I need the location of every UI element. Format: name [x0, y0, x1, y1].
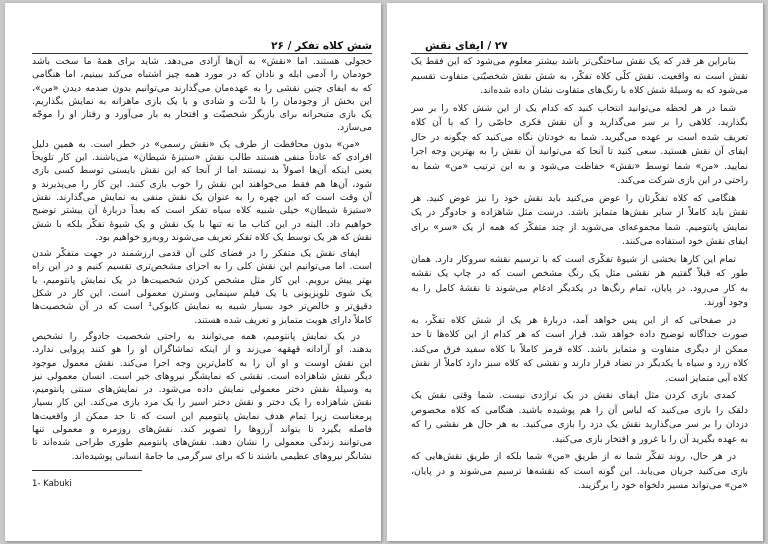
paragraph: [32, 247, 372, 327]
running-header: شش کلاه تفکر / ۲۶: [32, 39, 372, 54]
text-line: خواهیم داد. البته در این کتاب ما نه تنها با یک نقش و یک شیوهٔ تفکّر بلکه با شش: [32, 218, 372, 230]
text-line: خجولی هستند. اما «نقش» به آن‌ها آزادی می‌دهد. شاید برای همهٔ ما سخت باشد: [32, 56, 372, 67]
text-line: نشانگر نیروهای عظیمی باشند تا که برای سرگرمی ما جامهٔ انسانی پوشیده‌اند.: [71, 450, 372, 462]
text-line: افرادی که عادتاً منفی هستند طالب نقش «ستیزهٔ شیطان» می‌باشند. این کار تلویحاً: [32, 152, 372, 164]
paragraph: [32, 55, 372, 135]
text-line: که به ایفای چنین نقشی را به عهده‌مان می‌گذارند می‌توانیم بدون صدمه دیدن «من»،: [32, 82, 372, 94]
page-body-text: [411, 55, 748, 494]
text-line: می‌توانند زندگی معمولی را نشان دهند. نقش‌های پانتومیم طوری طراحی شده‌اند تا: [32, 437, 372, 449]
text-line: نمایید. «من» شما توسط «نقش» حفاظت می‌شود و به این ترتیب «من» شما به: [411, 160, 748, 172]
text-line: به عهده بگیرید آن را با غرور و افتخار بازی می‌کنید.: [551, 433, 748, 445]
text-line: طور که قبلاً گفتیم هر نقشی مثل یک رنگ مشخص است که در چاپ یک نقشه: [411, 268, 748, 279]
text-line: نمایش پانتومیم. شما مجموعه‌ای می‌شوید از چند متفکّر که همه از یک «سر» برای: [411, 221, 748, 233]
text-line: آن وقت است که این چهره را به عنوان یک نقش منفی به نمایش می‌گذارند. نقش: [32, 191, 372, 203]
text-line: صورت جداگانه توضیح داده خواهد شد. قرار است که هر کدام از این کلاه‌ها تا حد: [411, 329, 748, 340]
page-body-text: [32, 55, 372, 463]
text-line: بازی می‌کنید جریان می‌یابد. این گونه است که نقشه‌ها ترسیم می‌شوند و در پایان،: [411, 465, 748, 477]
text-line: به کار می‌رود. در پایان، تمام رنگ‌ها در یکدیگر ادغام می‌شوند تا نقشهٔ کامل را به: [411, 282, 748, 294]
text-line: تمام این کارها بخشی از شیوهٔ تفکّری است که با ترسیم نقشه سروکار دارد. همان: [411, 253, 736, 265]
text-line: وجود آورند.: [703, 297, 748, 308]
paragraph: [411, 55, 748, 99]
text-line: «من» بدون محافظت از طرف یک «نقش رسمی» در خطر است. به همین دلیل: [32, 138, 360, 150]
running-header: ۲۷ / ایفای نقش: [411, 39, 748, 54]
footnote: 1- Kabuki: [32, 479, 72, 489]
text-line: دلقک را بازی می‌کنید که لباس آن را هم پوشیده باشید. هنگامی که کلاه مخصوص: [411, 404, 748, 416]
paragraph: [411, 314, 748, 387]
text-line: به وسیلهٔ نقش دختر معمولی نمایش داده می‌شود. در نمایش‌های سنتی پانتومیم،: [32, 384, 372, 396]
text-line: کلاه آبی متمایز است.: [665, 372, 748, 384]
text-line: خودمان را آدمی ابله و نادان که در مورد همه چیز اشتباه می‌کند ببینیم، اما هنگامی: [32, 69, 372, 81]
text-line: ایفای نقش خود استفاده می‌کنند.: [622, 236, 748, 247]
text-line: دیگر نقش شاهزاده است. نقشی که نمایشگر نیروهای خیر است. انسان معمولی نیز: [32, 370, 372, 382]
paragraph: [411, 253, 748, 311]
paragraph: [32, 138, 372, 244]
footnote-rule: [32, 470, 142, 471]
text-line: است. اما می‌توانیم این نقش کلی را به اجزای مشخص‌تری تقسیم کنیم و در این راه: [32, 261, 372, 273]
text-line: بگذارید. کلاهی را بر سر می‌گذارید و آن نقش فکری خاصّی را که با آن کلاه: [411, 117, 748, 128]
text-line: پرمعناست زیرا تمام هدف نمایش پانتومیم این است که تا حد ممکن از واقعیت‌ها: [32, 410, 372, 422]
text-line: در هر حال، روند تفکّر شما نه از طریق «من» شما بلکه از طریق نقش‌هایی که: [411, 451, 736, 462]
paragraph: [32, 330, 372, 463]
page-right: [387, 3, 763, 541]
text-line: نقش شاهزاده را یک دختر و نقش دختر اسیر را یک مرد بازی می‌کند. این کار بسیار: [32, 397, 372, 409]
text-line: نقش باید کاملاً از سایر نقش‌ها متمایز باشد. درست مثل شاهزاده و جادوگر در یک: [411, 207, 748, 218]
text-line: یک بازی متبحرانه برای بازیگر شخصیّت و افتخار به بار می‌آورد و رفتار او را موجّه: [32, 109, 372, 121]
text-line: ایفای نقش یک متفکر را در فضای کلی آن قدمی ارزشمند در جهت متفکّر شدن: [32, 248, 360, 260]
text-line: هنگامی که کلاه تفکّرتان را عوض می‌کنید باید نقش خود را نیز عوض کنید. هر: [411, 192, 736, 204]
text-line: کلاه زرد و سیاه با یکدیگر در تضاد قرار دارند و نقشی که کلاه سبز دارد کاملاً از نقش: [411, 358, 748, 369]
text-line: نقش که هر یک توسط یک کلاه تفکر تعریف می‌شوند روبه‌رو خواهیم بود.: [95, 231, 372, 243]
text-line: «ستیزهٔ شیطان» خیلی شبیه کلاه سیاه تفکر است که بعداً دربارهٔ آن بیشتر توضیح: [32, 205, 372, 217]
text-line: می‌شود که به وسیلهٔ شش کلاه با رنگ‌های متفاوت نشان داده شده‌اند.: [480, 85, 748, 96]
text-line: بنابراین هر قدر که یک نقش ساختگی‌تر باشد بیشتر معلوم می‌شود که این فقط یک: [411, 56, 736, 67]
text-line: فاصله بگیرد تا بتواند آرزوها را تصویر کند. نقش‌های روزمره و معمولی تنها: [32, 424, 372, 436]
text-line: می‌سازد.: [337, 122, 372, 134]
paragraph: [411, 450, 748, 494]
text-line: ایفای آن نقش هستید. سعی کنید تا آنجا که می‌توانید آن نقش را به بهترین وجه اجرا: [411, 146, 748, 157]
text-line: یک شوی تلویزیونی یا یک فیلم سینمایی وسترن معمولی است. این کار در شکل: [32, 288, 372, 300]
text-line: کمدی بازی کردن مثل ایفای نقش در یک تراژدی نیست. شما وقتی نقش یک: [411, 390, 736, 401]
text-line: نقش است نه واقعیت. نقش کلّی کلاه تفکّر، به شش نقش شخصیّتی متفاوت تقسیم: [411, 70, 748, 82]
paragraph: [411, 389, 748, 447]
text-line: شما در هر لحظه می‌توانید انتخاب کنید که کدام یک از این شش کلاه را بر سر: [411, 102, 736, 114]
text-line: بهتر پیش برویم. این کار مثل مشخص کردن شخصیت‌ها در یک نمایش پانتومیم، یا: [32, 274, 372, 286]
text-line: شود، آن‌ها هم فقط می‌خواهند این نقش را خوب بازی کنند. این کار را می‌پذیرند و: [32, 178, 372, 190]
text-line: بدهند. او آزادانه قهقهه می‌زند و از اینکه تماشاگران او را هو کنند پروایی ندارد.: [32, 344, 372, 356]
paragraph: [411, 192, 748, 250]
text-line: در صفحاتی که از این پس خواهد آمد، دربارهٔ هر یک از شش کلاه تفکّر، به: [411, 314, 736, 326]
text-line: کاملاً دارای هویت متمایز و تعریف شده هستند.: [194, 314, 372, 326]
text-line: ممکن از دیگری متفاوت و متمایز باشد. کلاه قرمز کاملاً با کلاه سفید فرق می‌کند.: [411, 343, 748, 355]
page-left: [5, 3, 381, 541]
text-line: دقیق‌تر و خالص‌تر خود بسیار شبیه به نمایش کابوکی¹ است که در آن شخصیت‌ها: [32, 301, 372, 313]
text-line: یعنی اینکه آن‌ها اصولاً بد نیستند اما از آنجا که این نقش بایستی توسط کسی بازی: [32, 165, 372, 177]
text-line: این بخش از وجودمان را با لذّت و شادی و با یک بازی ماهرانه به نمایش بگذاریم.: [32, 95, 372, 107]
text-line: راحتی در این بازی شرکت می‌کند.: [617, 175, 748, 186]
text-line: تعریف شده است بر عهده می‌گیرید. شما به خودتان نگاه می‌کنید که چگونه در حال: [411, 131, 748, 143]
text-line: دزدان را بر سر می‌گذارید نقش یک دزد را بازی می‌کنید. به هر حال هر نقشی را که: [411, 419, 748, 430]
text-line: در یک نمایش پانتومیم، همه می‌توانند به راحتی شخصیت جادوگر را تشخیص: [32, 330, 360, 342]
text-line: «من» می‌تواند مسیر دلخواه خود را برگزیند.: [577, 480, 748, 491]
text-line: این نقش اوست و او آن را به کامل‌ترین وجه اجرا می‌کند. نقش معمول موجود: [32, 357, 372, 369]
paragraph: [411, 102, 748, 189]
